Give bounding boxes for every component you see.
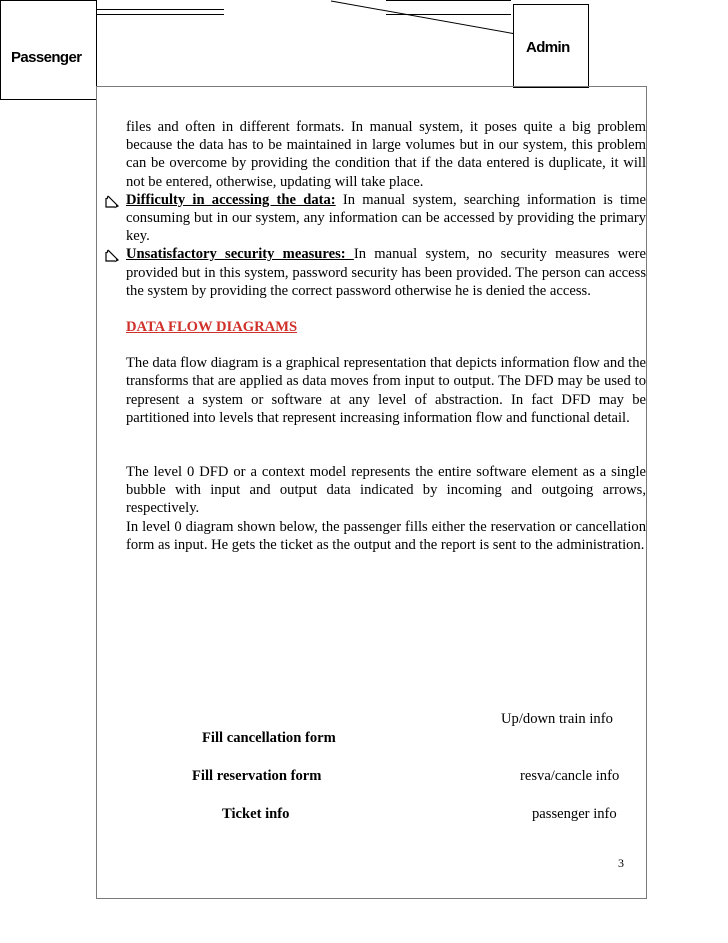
bullet-heading: Unsatisfactory security measures: [126,246,354,263]
flow-label-resva: resva/cancle info [520,768,620,784]
flow-label-ticket: Ticket info [222,806,290,822]
bullet-text: In manual system, searching information is time consuming but in our system, any information can be accessed by providing the primary key. [126,191,646,245]
paragraph: In level 0 diagram shown below, the passenger fills either the reservation or cancellation form as input. He gets the ticket as the output and the report is sent to the administration. [126,518,646,553]
flow-arrow-line [0,0,728,60]
passenger-entity [0,0,97,100]
bullet-item [126,245,646,300]
flow-label-up-down: Up/down train info [501,711,613,727]
paragraph: The data flow diagram is a graphical representation that depicts information flow and the transforms that are applied as data moves from input to output. The DFD may be used to represent a system or software at any level of abstraction. In fact DFD may be partitioned into levels that represent increasing information flow and functional detail. [126,355,646,426]
bullet-item [126,191,646,246]
flow-label-passenger-info: passenger info [532,806,617,822]
admin-entity [513,4,589,88]
section-heading: DATA FLOW DIAGRAMS [126,319,298,336]
bullet-text: In manual system, no security measures were provided but in this system, password security has been provided. The person can access the system by providing the correct password otherwise he is denied the access. [126,246,646,299]
paragraph: The level 0 DFD or a context model represents the entire software element as a single bubble with input and output data indicated by incoming and outgoing arrows, respectively. [126,464,646,517]
page-number: 3 [618,856,624,870]
checkbox-pencil-icon [104,247,120,263]
bullet-heading: Difficulty in accessing the data: [126,191,336,208]
checkbox-pencil-icon [104,193,120,209]
flow-label-reservation: Fill reservation form [192,768,322,784]
document-body [126,118,646,554]
admin-label: Admin [526,39,570,56]
passenger-label: Passenger [11,49,82,66]
flow-label-cancellation: Fill cancellation form [202,730,336,746]
paragraph: files and often in different formats. In manual system, it poses quite a big problem because the data has to be maintained in large volumes but in our system, this problem can be overcome by providing the condition that if the data entered is duplicate, it will not be entered, otherwise, updating will take place. [126,119,646,190]
